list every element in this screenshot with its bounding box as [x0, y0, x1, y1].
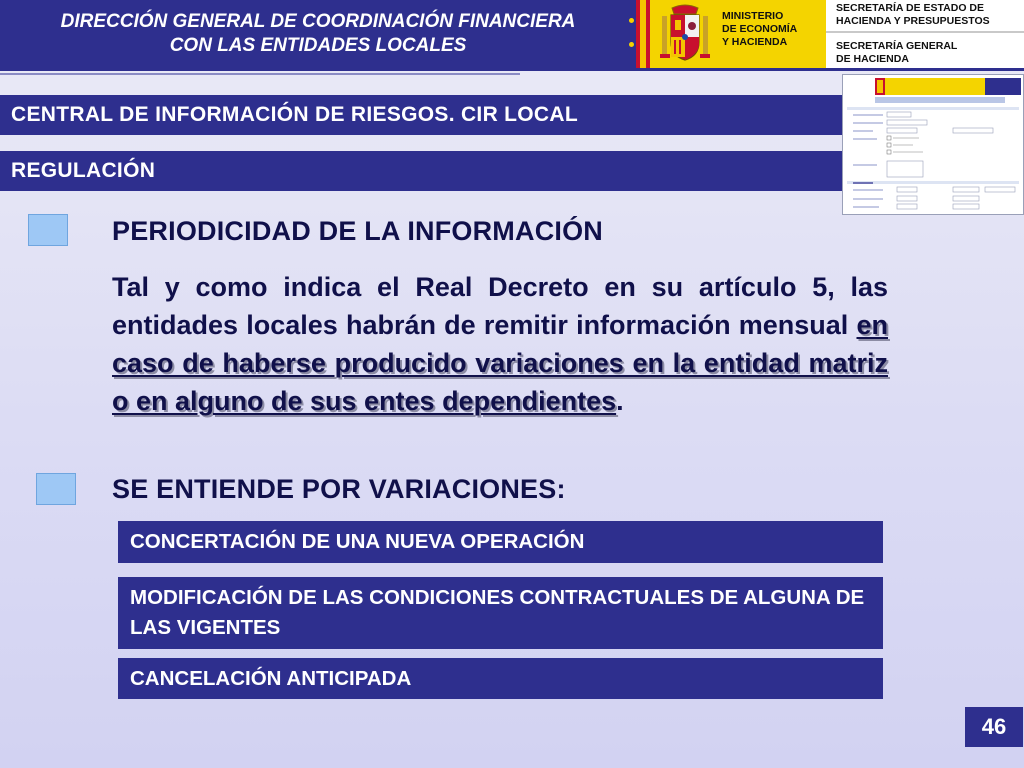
secretaria-general: [836, 40, 957, 65]
decorative-dot: [629, 42, 634, 47]
variation-item: [118, 521, 883, 563]
coat-of-arms-icon: [658, 4, 712, 64]
variation-item-label: MODIFICACIÓN DE LAS CONDICIONES CONTRACTUALES DE ALGUNA DE LAS VIGENTES: [130, 586, 865, 639]
secretaria-estado-line: SECRETARÍA DE ESTADO DE: [836, 2, 984, 14]
bullet-square: [36, 473, 76, 505]
spain-flag-stripe: [636, 0, 650, 68]
form-preview-image: [843, 75, 1023, 214]
variation-item-label: CANCELACIÓN ANTICIPADA: [130, 666, 412, 690]
heading-periodicidad: PERIODICIDAD DE LA INFORMACIÓN: [112, 216, 603, 246]
variation-item: [118, 577, 883, 649]
secretaria-block: [826, 0, 1024, 68]
variation-item: [118, 658, 883, 699]
ministerio-name: [722, 10, 797, 49]
secretaria-estado: [836, 2, 990, 27]
header-title-banner: [0, 0, 636, 68]
secretaria-estado-line: HACIENDA Y PRESUPUESTOS: [836, 14, 990, 27]
secretaria-general-line: SECRETARÍA GENERAL: [836, 40, 958, 52]
variation-item-label: CONCERTACIÓN DE UNA NUEVA OPERACIÓN: [130, 530, 585, 553]
paragraph-end: .: [616, 386, 624, 416]
section-bar-regulacion: REGULACIÓN: [0, 151, 846, 191]
form-screenshot-thumbnail: [842, 74, 1024, 215]
secretaria-general-line: DE HACIENDA: [836, 52, 909, 65]
page-number: 46: [965, 707, 1023, 747]
paragraph-emphasis: en caso de haberse producido variaciones en la entidad matriz o en alguno de sus entes dependientes: [112, 310, 888, 416]
body-paragraph: [112, 268, 888, 420]
paragraph-text: Tal y como indica el Real Decreto en su artículo 5, las entidades locales habrán de remitir información mensual: [112, 272, 888, 340]
heading-variaciones: SE ENTIENDE POR VARIACIONES:: [112, 474, 566, 504]
ministerio-line: MINISTERIO: [722, 10, 784, 22]
header-title-line1: DIRECCIÓN GENERAL DE COORDINACIÓN FINANCIERA: [60, 11, 576, 32]
ministerio-line: Y HACIENDA: [722, 36, 788, 48]
ministerio-logo-block: [650, 0, 826, 68]
divider: [826, 31, 1024, 33]
header-rule: [0, 68, 1024, 71]
bullet-square: [28, 214, 68, 246]
header-title-line2: CON LAS ENTIDADES LOCALES: [169, 35, 467, 56]
decorative-dot: [629, 18, 634, 23]
header-rule-thin: [0, 73, 520, 75]
section-bar-central: CENTRAL DE INFORMACIÓN DE RIESGOS. CIR LOCAL: [0, 95, 846, 135]
ministerio-line: DE ECONOMÍA: [722, 23, 798, 35]
